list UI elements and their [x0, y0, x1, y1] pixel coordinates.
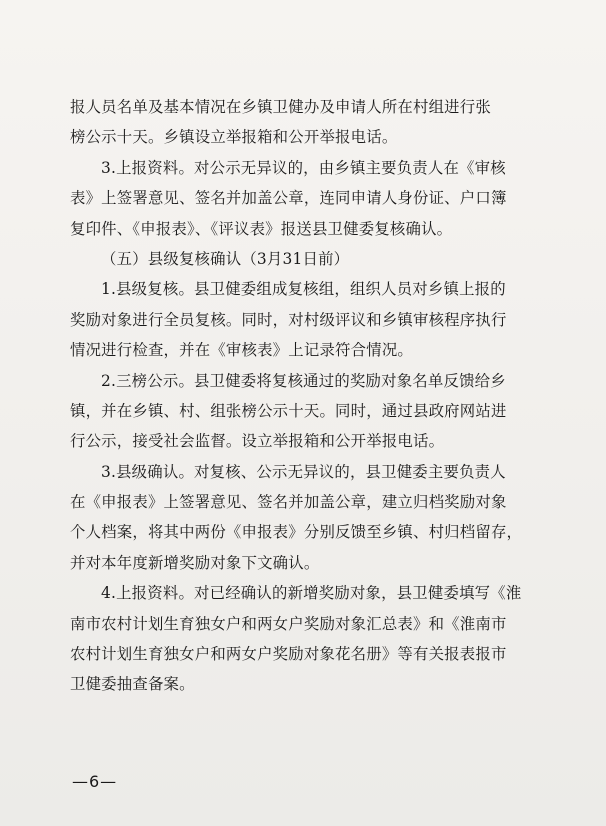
text-line: 奖励对象进行全员复核。同时，对村级评议和乡镇审核程序执行 — [70, 310, 507, 329]
document-body — [70, 92, 550, 700]
text-line: 南市农村计划生育独女户和两女户奖励对象汇总表》和《淮南市 — [70, 614, 507, 633]
text-line: 榜公示十天。乡镇设立举报箱和公开举报电话。 — [70, 128, 398, 147]
text-line: 镇，并在乡镇、村、组张榜公示十天。同时，通过县政府网站进 — [70, 401, 507, 420]
text-line: 报人员名单及基本情况在乡镇卫健办及申请人所在村组进行张 — [70, 98, 491, 116]
paragraph-heading: 3.上报资料。对公示无异议的，由乡镇主要负责人在《审核 — [101, 158, 506, 177]
text-line: 在《申报表》上签署意见、签名并加盖公章，建立归档奖励对象 — [70, 493, 507, 512]
section-heading: （五）县级复核确认（3月31日前） — [101, 249, 350, 268]
text-line: 农村计划生育独女户和两女户奖励对象花名册》等有关报表报市 — [70, 645, 507, 664]
text-line: 表》上签署意见、签名并加盖公章，连同申请人身份证、户口簿 — [70, 189, 507, 208]
page-number: —6— — [72, 772, 118, 791]
text-line: 行公示，接受社会监督。设立举报箱和公开举报电话。 — [70, 432, 445, 451]
text-line: 复印件、《申报表》、《评议表》报送县卫健委复核确认。 — [70, 219, 453, 238]
paragraph-heading: 4.上报资料。对已经确认的新增奖励对象，县卫健委填写《淮 — [101, 584, 522, 603]
text-line: 个人档案，将其中两份《申报表》分别反馈至乡镇、村归档留存， — [70, 523, 523, 542]
paragraph-heading: 2.三榜公示。县卫健委将复核通过的奖励对象名单反馈给乡 — [101, 371, 506, 390]
paragraph-heading: 1.县级复核。县卫健委组成复核组，组织人员对乡镇上报的 — [101, 280, 506, 299]
text-line: 卫健委抽查备案。 — [70, 675, 195, 694]
text-line: 并对本年度新增奖励对象下文确认。 — [70, 553, 320, 572]
text-line: 情况进行检查，并在《审核表》上记录符合情况。 — [70, 341, 413, 360]
paragraph-heading: 3.县级确认。对复核、公示无异议的，县卫健委主要负责人 — [101, 462, 506, 481]
